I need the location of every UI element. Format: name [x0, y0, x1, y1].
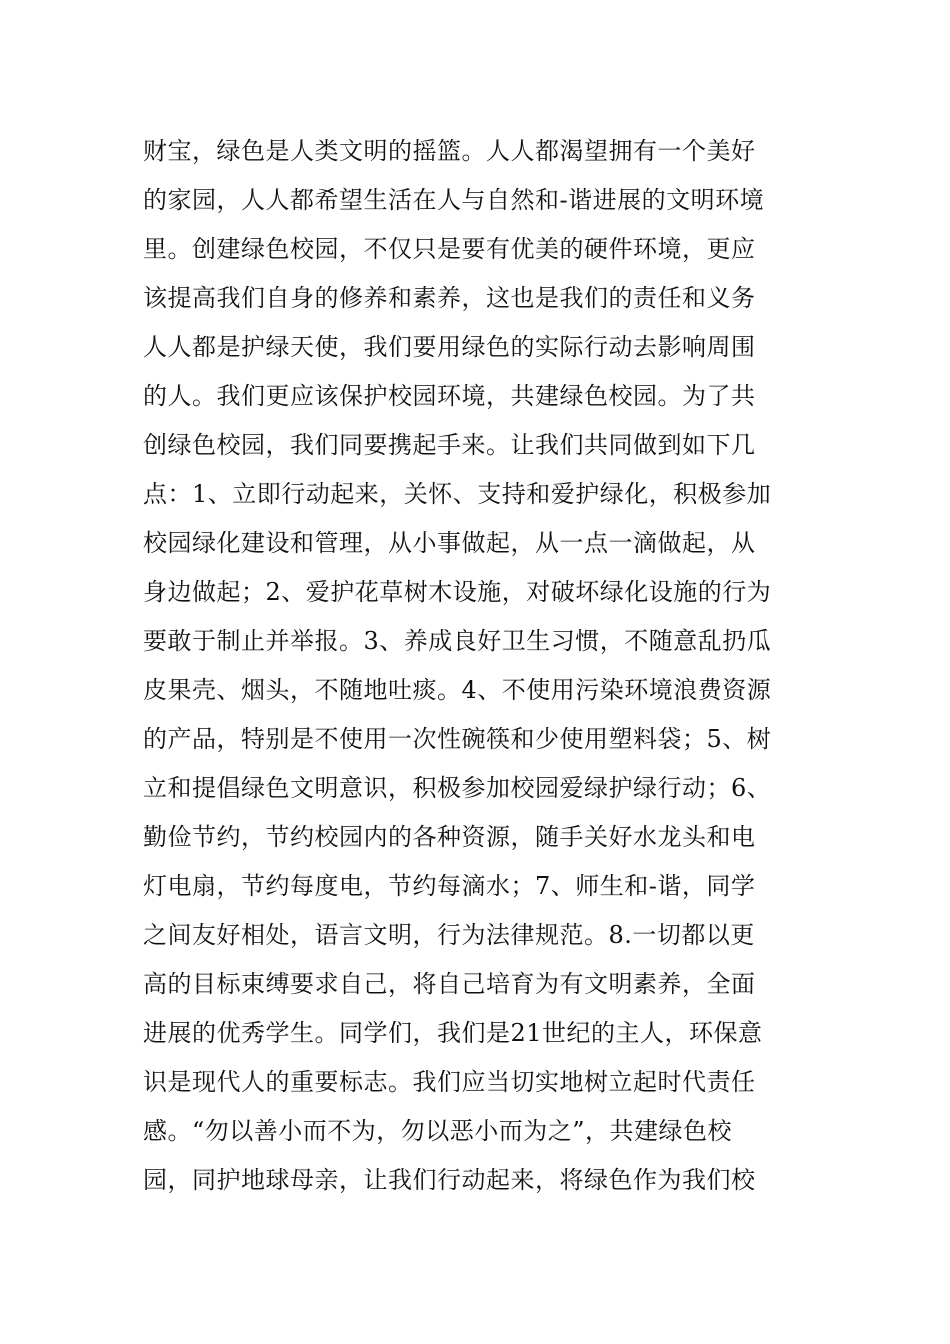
- text-line: 识是现代人的重要标志。我们应当切实地树立起时代责任: [143, 1068, 756, 1096]
- body-text: [143, 127, 809, 1205]
- text-line: 立和提倡绿色文明意识，积极参加校园爱绿护绿行动；6、: [143, 774, 772, 802]
- text-line: 皮果壳、烟头，不随地吐痰。4、不使用污染环境浪费资源: [143, 676, 772, 704]
- text-line: 点：1、立即行动起来，关怀、支持和爱护绿化，积极参加: [143, 480, 772, 508]
- text-line: 的家园，人人都希望生活在人与自然和-谐进展的文明环境: [143, 186, 765, 214]
- text-line: 财宝，绿色是人类文明的摇篮。人人都渴望拥有一个美好: [143, 137, 756, 165]
- text-line: 身边做起；2、爱护花草树木设施，对破坏绿化设施的行为: [143, 578, 772, 606]
- text-line: 里。创建绿色校园，不仅只是要有优美的硬件环境，更应: [143, 235, 756, 263]
- text-line: 灯电扇，节约每度电，节约每滴水；7、师生和-谐，同学: [143, 872, 756, 900]
- text-line: 创绿色校园，我们同要携起手来。让我们共同做到如下几: [143, 431, 756, 459]
- text-line: 感。“勿以善小而不为，勿以恶小而为之”，共建绿色校: [143, 1117, 733, 1145]
- text-line: 之间友好相处，语言文明，行为法律规范。8.一切都以更: [143, 921, 755, 949]
- text-line: 高的目标束缚要求自己，将自己培育为有文明素养，全面: [143, 970, 756, 998]
- text-line: 要敢于制止并举报。3、养成良好卫生习惯，不随意乱扔瓜: [143, 627, 772, 655]
- text-line: 人人都是护绿天使，我们要用绿色的实际行动去影响周围: [143, 333, 756, 361]
- text-line: 园，同护地球母亲，让我们行动起来，将绿色作为我们校: [143, 1166, 756, 1194]
- text-line: 勤俭节约，节约校园内的各种资源，随手关好水龙头和电: [143, 823, 756, 851]
- text-line: 进展的优秀学生。同学们，我们是21世纪的主人，环保意: [143, 1019, 763, 1047]
- text-line: 的产品，特别是不使用一次性碗筷和少使用塑料袋；5、树: [143, 725, 772, 753]
- text-line: 校园绿化建设和管理，从小事做起，从一点一滴做起，从: [143, 529, 756, 557]
- text-line: 的人。我们更应该保护校园环境，共建绿色校园。为了共: [143, 382, 756, 410]
- text-line: 该提高我们自身的修养和素养，这也是我们的责任和义务: [143, 284, 756, 312]
